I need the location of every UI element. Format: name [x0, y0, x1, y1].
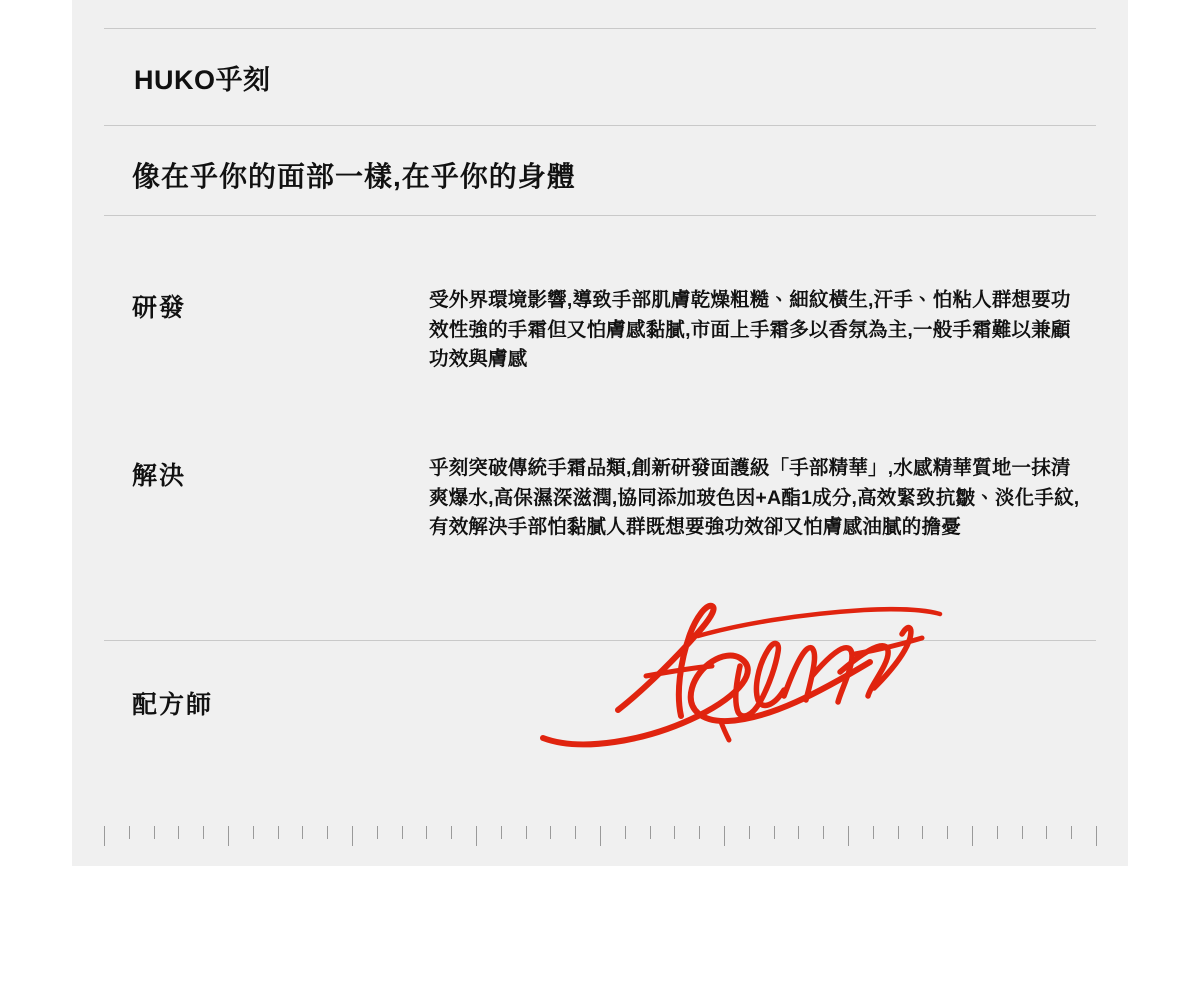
ruler-tick — [1096, 826, 1097, 846]
ruler-tick — [402, 826, 403, 839]
section-research-label: 研發 — [132, 294, 187, 322]
ruler-tick — [972, 826, 973, 846]
section-research-body: 受外界環境影響,導致手部肌膚乾燥粗糙、細紋橫生,汗手、怕粘人群想要功效性強的手霜但又怕膚感黏膩,市面上手霜多以香氛為主,一般手霜難以兼顧功效與膚感 — [429, 289, 1071, 371]
ruler-tick — [600, 826, 601, 846]
ruler-tick — [129, 826, 130, 839]
divider-above-formulator — [104, 640, 1096, 641]
ruler-tick — [1046, 826, 1047, 839]
ruler-tick — [352, 826, 353, 846]
ruler-tick — [798, 826, 799, 839]
ruler-tick — [625, 826, 626, 839]
divider-under-headline — [104, 215, 1096, 216]
ruler-tick — [426, 826, 427, 839]
ruler-tick — [278, 826, 279, 839]
page-headline: 像在乎你的面部一樣,在乎你的身體 — [132, 161, 576, 192]
ruler-tick — [922, 826, 923, 839]
brand-title: HUKO乎刻 — [134, 65, 271, 95]
ruler-tick — [724, 826, 725, 846]
ruler-tick — [501, 826, 502, 839]
ruler-tick — [947, 826, 948, 839]
section-formulator-label: 配方師 — [132, 691, 214, 719]
ruler-tick — [575, 826, 576, 839]
section-solution-label: 解決 — [132, 462, 187, 490]
ruler-tick — [997, 826, 998, 839]
section-solution-body: 乎刻突破傳統手霜品類,創新研發面護級「手部精華」,水感精華質地一抹清爽爆水,高保濕深滋潤,協同添加玻色因+A酯1成分,高效緊致抗皺、淡化手紋,有效解決手部怕黏膩人群既想要強功效卻又怕膚感油膩的擔憂 — [429, 457, 1080, 539]
ruler-tick — [526, 826, 527, 839]
ruler-tick — [749, 826, 750, 839]
ruler-tick — [699, 826, 700, 839]
document-content — [104, 0, 1096, 866]
ruler-tick — [154, 826, 155, 839]
ruler-tick — [476, 826, 477, 846]
ruler-ticks — [104, 826, 1096, 852]
ruler-tick — [178, 826, 179, 839]
ruler-tick — [203, 826, 204, 839]
ruler-tick — [550, 826, 551, 839]
ruler-tick — [327, 826, 328, 839]
ruler-tick — [848, 826, 849, 846]
ruler-tick — [873, 826, 874, 839]
ruler-tick — [377, 826, 378, 839]
ruler-tick — [823, 826, 824, 839]
ruler-tick — [774, 826, 775, 839]
ruler-tick — [104, 826, 105, 846]
ruler-tick — [1071, 826, 1072, 839]
ruler-tick — [302, 826, 303, 839]
divider-under-brand — [104, 125, 1096, 126]
ruler-tick — [674, 826, 675, 839]
ruler-tick — [898, 826, 899, 839]
ruler-tick — [650, 826, 651, 839]
divider-top — [104, 28, 1096, 29]
ruler-tick — [253, 826, 254, 839]
ruler-tick — [451, 826, 452, 839]
ruler-tick — [228, 826, 229, 846]
ruler-tick — [1022, 826, 1023, 839]
